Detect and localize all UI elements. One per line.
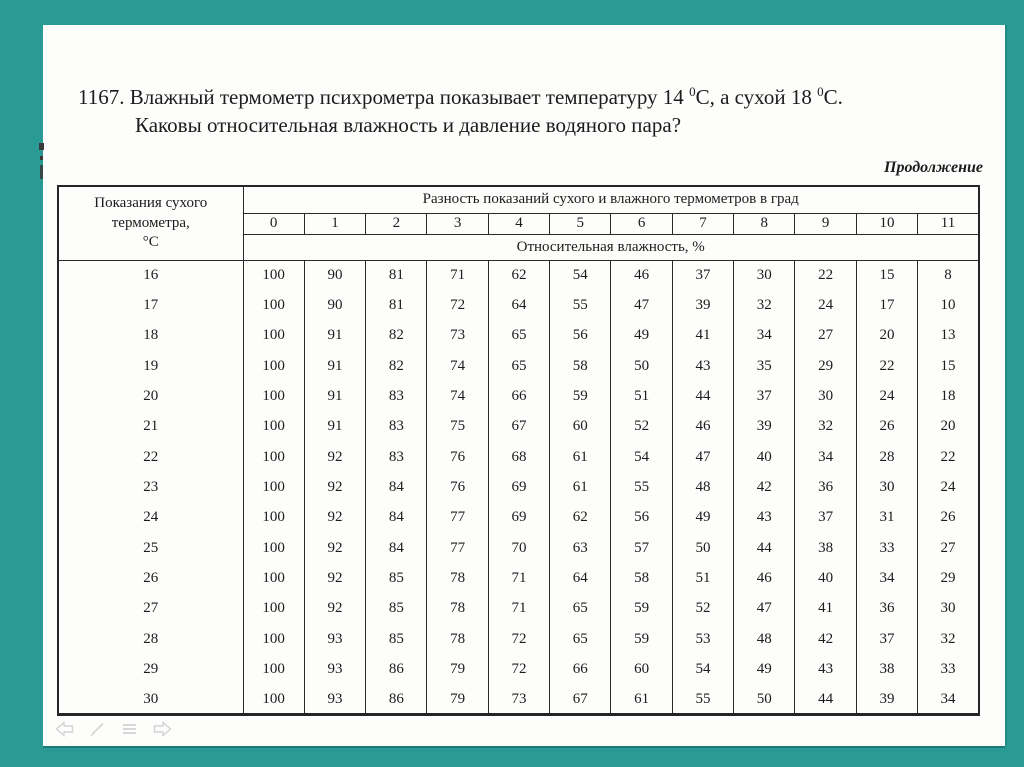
humidity-cell: 40 <box>734 442 795 472</box>
table-row <box>58 351 979 381</box>
slide-page <box>43 25 1005 746</box>
humidity-cell: 27 <box>795 321 856 351</box>
humidity-cell: 39 <box>734 412 795 442</box>
humidity-cell: 47 <box>734 594 795 624</box>
humidity-cell: 93 <box>304 654 365 684</box>
humidity-cell: 28 <box>856 442 917 472</box>
humidity-cell: 22 <box>795 260 856 290</box>
humidity-cell: 18 <box>918 381 979 411</box>
humidity-cell: 90 <box>304 260 365 290</box>
humidity-cell: 71 <box>427 260 488 290</box>
humidity-cell: 34 <box>795 442 856 472</box>
humidity-cell: 76 <box>427 472 488 502</box>
humidity-cell: 67 <box>488 412 549 442</box>
humidity-cell: 34 <box>918 685 979 715</box>
humidity-cell: 71 <box>488 594 549 624</box>
humidity-cell: 46 <box>611 260 672 290</box>
humidity-cell: 86 <box>366 685 427 715</box>
table-header <box>58 186 979 260</box>
humidity-cell: 92 <box>304 563 365 593</box>
humidity-cell: 32 <box>734 290 795 320</box>
scan-artifact <box>40 156 43 160</box>
degree-col-header: 1 <box>304 213 365 234</box>
temp-cell: 20 <box>58 381 243 411</box>
humidity-cell: 68 <box>488 442 549 472</box>
humidity-cell: 39 <box>672 290 733 320</box>
humidity-cell: 54 <box>550 260 611 290</box>
degree-col-header: 5 <box>550 213 611 234</box>
humidity-table-body <box>58 260 979 715</box>
humidity-cell: 100 <box>243 381 304 411</box>
humidity-cell: 100 <box>243 412 304 442</box>
degree-col-header: 2 <box>366 213 427 234</box>
humidity-cell: 26 <box>918 503 979 533</box>
humidity-cell: 100 <box>243 533 304 563</box>
humidity-cell: 81 <box>366 290 427 320</box>
dry-thermometer-header <box>58 186 243 260</box>
humidity-cell: 100 <box>243 624 304 654</box>
humidity-cell: 61 <box>550 442 611 472</box>
humidity-cell: 78 <box>427 624 488 654</box>
humidity-cell: 26 <box>856 412 917 442</box>
temp-cell: 24 <box>58 503 243 533</box>
temp-cell: 18 <box>58 321 243 351</box>
humidity-cell: 75 <box>427 412 488 442</box>
humidity-cell: 56 <box>550 321 611 351</box>
scan-artifact <box>40 165 43 179</box>
temp-cell: 29 <box>58 654 243 684</box>
humidity-cell: 10 <box>918 290 979 320</box>
degree-col-header: 4 <box>488 213 549 234</box>
problem-line-1 <box>78 83 978 111</box>
degree-col-header: 10 <box>856 213 917 234</box>
humidity-cell: 72 <box>488 624 549 654</box>
humidity-cell: 35 <box>734 351 795 381</box>
table-row <box>58 472 979 502</box>
humidity-cell: 82 <box>366 321 427 351</box>
humidity-cell: 85 <box>366 563 427 593</box>
humidity-cell: 100 <box>243 685 304 715</box>
humidity-cell: 46 <box>672 412 733 442</box>
humidity-cell: 62 <box>550 503 611 533</box>
humidity-cell: 66 <box>550 654 611 684</box>
degree-col-header: 9 <box>795 213 856 234</box>
humidity-cell: 50 <box>672 533 733 563</box>
temp-cell: 21 <box>58 412 243 442</box>
humidity-cell: 47 <box>611 290 672 320</box>
humidity-cell: 58 <box>611 563 672 593</box>
menu-icon[interactable] <box>121 721 138 737</box>
humidity-cell: 33 <box>918 654 979 684</box>
temp-cell: 23 <box>58 472 243 502</box>
scan-artifact <box>39 143 44 150</box>
humidity-cell: 59 <box>611 624 672 654</box>
humidity-cell: 56 <box>611 503 672 533</box>
humidity-cell: 49 <box>734 654 795 684</box>
humidity-cell: 91 <box>304 381 365 411</box>
temp-cell: 22 <box>58 442 243 472</box>
humidity-cell: 34 <box>734 321 795 351</box>
humidity-cell: 43 <box>672 351 733 381</box>
humidity-cell: 29 <box>795 351 856 381</box>
humidity-cell: 92 <box>304 472 365 502</box>
table-row <box>58 563 979 593</box>
humidity-cell: 100 <box>243 472 304 502</box>
humidity-cell: 30 <box>795 381 856 411</box>
next-arrow-icon[interactable] <box>153 721 172 737</box>
humidity-cell: 20 <box>856 321 917 351</box>
humidity-cell: 44 <box>795 685 856 715</box>
humidity-cell: 15 <box>856 260 917 290</box>
humidity-cell: 22 <box>856 351 917 381</box>
humidity-cell: 93 <box>304 685 365 715</box>
humidity-cell: 22 <box>918 442 979 472</box>
humidity-cell: 100 <box>243 290 304 320</box>
humidity-cell: 32 <box>795 412 856 442</box>
humidity-cell: 64 <box>550 563 611 593</box>
humidity-cell: 37 <box>795 503 856 533</box>
humidity-cell: 91 <box>304 412 365 442</box>
humidity-cell: 31 <box>856 503 917 533</box>
humidity-cell: 92 <box>304 533 365 563</box>
humidity-cell: 61 <box>611 685 672 715</box>
humidity-cell: 100 <box>243 563 304 593</box>
table-row <box>58 321 979 351</box>
humidity-cell: 100 <box>243 594 304 624</box>
humidity-cell: 100 <box>243 503 304 533</box>
humidity-cell: 83 <box>366 442 427 472</box>
humidity-cell: 50 <box>611 351 672 381</box>
humidity-cell: 69 <box>488 503 549 533</box>
humidity-cell: 52 <box>672 594 733 624</box>
humidity-cell: 100 <box>243 260 304 290</box>
humidity-cell: 65 <box>550 594 611 624</box>
humidity-cell: 38 <box>795 533 856 563</box>
temp-cell: 16 <box>58 260 243 290</box>
humidity-cell: 65 <box>550 624 611 654</box>
humidity-cell: 72 <box>488 654 549 684</box>
humidity-cell: 33 <box>856 533 917 563</box>
humidity-cell: 30 <box>918 594 979 624</box>
humidity-cell: 51 <box>672 563 733 593</box>
humidity-cell: 55 <box>611 472 672 502</box>
degree-col-header: 11 <box>918 213 979 234</box>
humidity-cell: 52 <box>611 412 672 442</box>
humidity-cell: 34 <box>856 563 917 593</box>
problem-statement <box>78 83 978 139</box>
humidity-cell: 81 <box>366 260 427 290</box>
humidity-cell: 72 <box>427 290 488 320</box>
degree-col-header: 6 <box>611 213 672 234</box>
humidity-cell: 84 <box>366 503 427 533</box>
humidity-cell: 24 <box>795 290 856 320</box>
header-line: °С <box>142 234 159 250</box>
humidity-cell: 78 <box>427 563 488 593</box>
degree-col-header: 8 <box>734 213 795 234</box>
humidity-cell: 67 <box>550 685 611 715</box>
humidity-cell: 69 <box>488 472 549 502</box>
continuation-label: Продолжение <box>884 159 983 176</box>
problem-text: С, а сухой 18 <box>695 85 818 109</box>
humidity-cell: 83 <box>366 412 427 442</box>
humidity-cell: 92 <box>304 503 365 533</box>
degree-col-header: 3 <box>427 213 488 234</box>
humidity-cell: 44 <box>672 381 733 411</box>
humidity-cell: 43 <box>795 654 856 684</box>
problem-line-2: Каковы относительная влажность и давление водяного пара? <box>135 113 682 137</box>
humidity-cell: 37 <box>856 624 917 654</box>
humidity-cell: 30 <box>734 260 795 290</box>
humidity-cell: 74 <box>427 351 488 381</box>
humidity-cell: 74 <box>427 381 488 411</box>
humidity-cell: 92 <box>304 594 365 624</box>
problem-text: С. <box>823 85 843 109</box>
humidity-cell: 63 <box>550 533 611 563</box>
presenter-nav-controls <box>55 721 172 737</box>
humidity-cell: 24 <box>918 472 979 502</box>
humidity-cell: 39 <box>856 685 917 715</box>
humidity-cell: 60 <box>550 412 611 442</box>
temp-cell: 17 <box>58 290 243 320</box>
humidity-cell: 100 <box>243 321 304 351</box>
temp-cell: 26 <box>58 563 243 593</box>
humidity-cell: 30 <box>856 472 917 502</box>
humidity-cell: 85 <box>366 594 427 624</box>
temp-cell: 25 <box>58 533 243 563</box>
humidity-cell: 42 <box>734 472 795 502</box>
table-row <box>58 412 979 442</box>
humidity-cell: 48 <box>672 472 733 502</box>
humidity-cell: 91 <box>304 351 365 381</box>
humidity-cell: 48 <box>734 624 795 654</box>
pen-icon[interactable] <box>89 721 106 737</box>
humidity-cell: 55 <box>672 685 733 715</box>
humidity-cell: 100 <box>243 442 304 472</box>
humidity-cell: 66 <box>488 381 549 411</box>
humidity-cell: 36 <box>795 472 856 502</box>
humidity-cell: 91 <box>304 321 365 351</box>
temp-cell: 19 <box>58 351 243 381</box>
humidity-cell: 93 <box>304 624 365 654</box>
psychrometric-table <box>57 185 980 716</box>
humidity-cell: 60 <box>611 654 672 684</box>
humidity-cell: 27 <box>918 533 979 563</box>
temp-cell: 27 <box>58 594 243 624</box>
humidity-cell: 43 <box>734 503 795 533</box>
humidity-cell: 57 <box>611 533 672 563</box>
humidity-cell: 20 <box>918 412 979 442</box>
humidity-cell: 61 <box>550 472 611 502</box>
humidity-cell: 64 <box>488 290 549 320</box>
humidity-cell: 73 <box>427 321 488 351</box>
table-row <box>58 290 979 320</box>
humidity-cell: 59 <box>611 594 672 624</box>
humidity-cell: 8 <box>918 260 979 290</box>
humidity-cell: 71 <box>488 563 549 593</box>
header-row-diff <box>58 186 979 213</box>
humidity-cell: 62 <box>488 260 549 290</box>
humidity-cell: 53 <box>672 624 733 654</box>
humidity-cell: 79 <box>427 685 488 715</box>
header-line: термометра, <box>111 214 190 231</box>
humidity-cell: 54 <box>611 442 672 472</box>
prev-arrow-icon[interactable] <box>55 721 74 737</box>
humidity-cell: 13 <box>918 321 979 351</box>
degree-col-header: 7 <box>672 213 733 234</box>
table-row <box>58 624 979 654</box>
humidity-cell: 92 <box>304 442 365 472</box>
table-row <box>58 442 979 472</box>
temp-cell: 30 <box>58 685 243 715</box>
humidity-cell: 76 <box>427 442 488 472</box>
humidity-cell: 49 <box>611 321 672 351</box>
humidity-cell: 49 <box>672 503 733 533</box>
humidity-cell: 55 <box>550 290 611 320</box>
humidity-cell: 37 <box>734 381 795 411</box>
temp-cell: 28 <box>58 624 243 654</box>
humidity-cell: 42 <box>795 624 856 654</box>
humidity-cell: 32 <box>918 624 979 654</box>
degree-superscript: 0 <box>689 84 696 99</box>
table-row <box>58 503 979 533</box>
humidity-cell: 100 <box>243 654 304 684</box>
table-row <box>58 381 979 411</box>
humidity-cell: 84 <box>366 533 427 563</box>
degree-col-header: 0 <box>243 213 304 234</box>
humidity-cell: 46 <box>734 563 795 593</box>
problem-text: 1167. Влажный термометр психрометра показывает температуру 14 <box>78 85 690 109</box>
humidity-cell: 77 <box>427 503 488 533</box>
humidity-cell: 82 <box>366 351 427 381</box>
humidity-cell: 17 <box>856 290 917 320</box>
humidity-cell: 79 <box>427 654 488 684</box>
table-row <box>58 260 979 290</box>
humidity-cell: 41 <box>672 321 733 351</box>
degree-superscript: 0 <box>817 84 824 99</box>
humidity-cell: 36 <box>856 594 917 624</box>
humidity-cell: 54 <box>672 654 733 684</box>
humidity-cell: 37 <box>672 260 733 290</box>
humidity-cell: 86 <box>366 654 427 684</box>
humidity-cell: 38 <box>856 654 917 684</box>
humidity-cell: 73 <box>488 685 549 715</box>
humidity-cell: 44 <box>734 533 795 563</box>
humidity-cell: 51 <box>611 381 672 411</box>
humidity-cell: 41 <box>795 594 856 624</box>
table-row <box>58 654 979 684</box>
humidity-cell: 83 <box>366 381 427 411</box>
humidity-cell: 100 <box>243 351 304 381</box>
humidity-cell: 24 <box>856 381 917 411</box>
humidity-cell: 40 <box>795 563 856 593</box>
humidity-cell: 78 <box>427 594 488 624</box>
header-line: Показания сухого <box>94 195 208 211</box>
humidity-header: Относительная влажность, % <box>243 234 979 260</box>
humidity-cell: 65 <box>488 321 549 351</box>
humidity-cell: 58 <box>550 351 611 381</box>
humidity-cell: 90 <box>304 290 365 320</box>
humidity-cell: 70 <box>488 533 549 563</box>
table-row <box>58 533 979 563</box>
humidity-cell: 47 <box>672 442 733 472</box>
table-row <box>58 685 979 715</box>
humidity-cell: 50 <box>734 685 795 715</box>
humidity-cell: 85 <box>366 624 427 654</box>
humidity-cell: 29 <box>918 563 979 593</box>
humidity-cell: 15 <box>918 351 979 381</box>
humidity-cell: 77 <box>427 533 488 563</box>
difference-header: Разность показаний сухого и влажного термометров в град <box>243 186 979 213</box>
table-row <box>58 594 979 624</box>
humidity-cell: 84 <box>366 472 427 502</box>
humidity-cell: 59 <box>550 381 611 411</box>
humidity-cell: 65 <box>488 351 549 381</box>
